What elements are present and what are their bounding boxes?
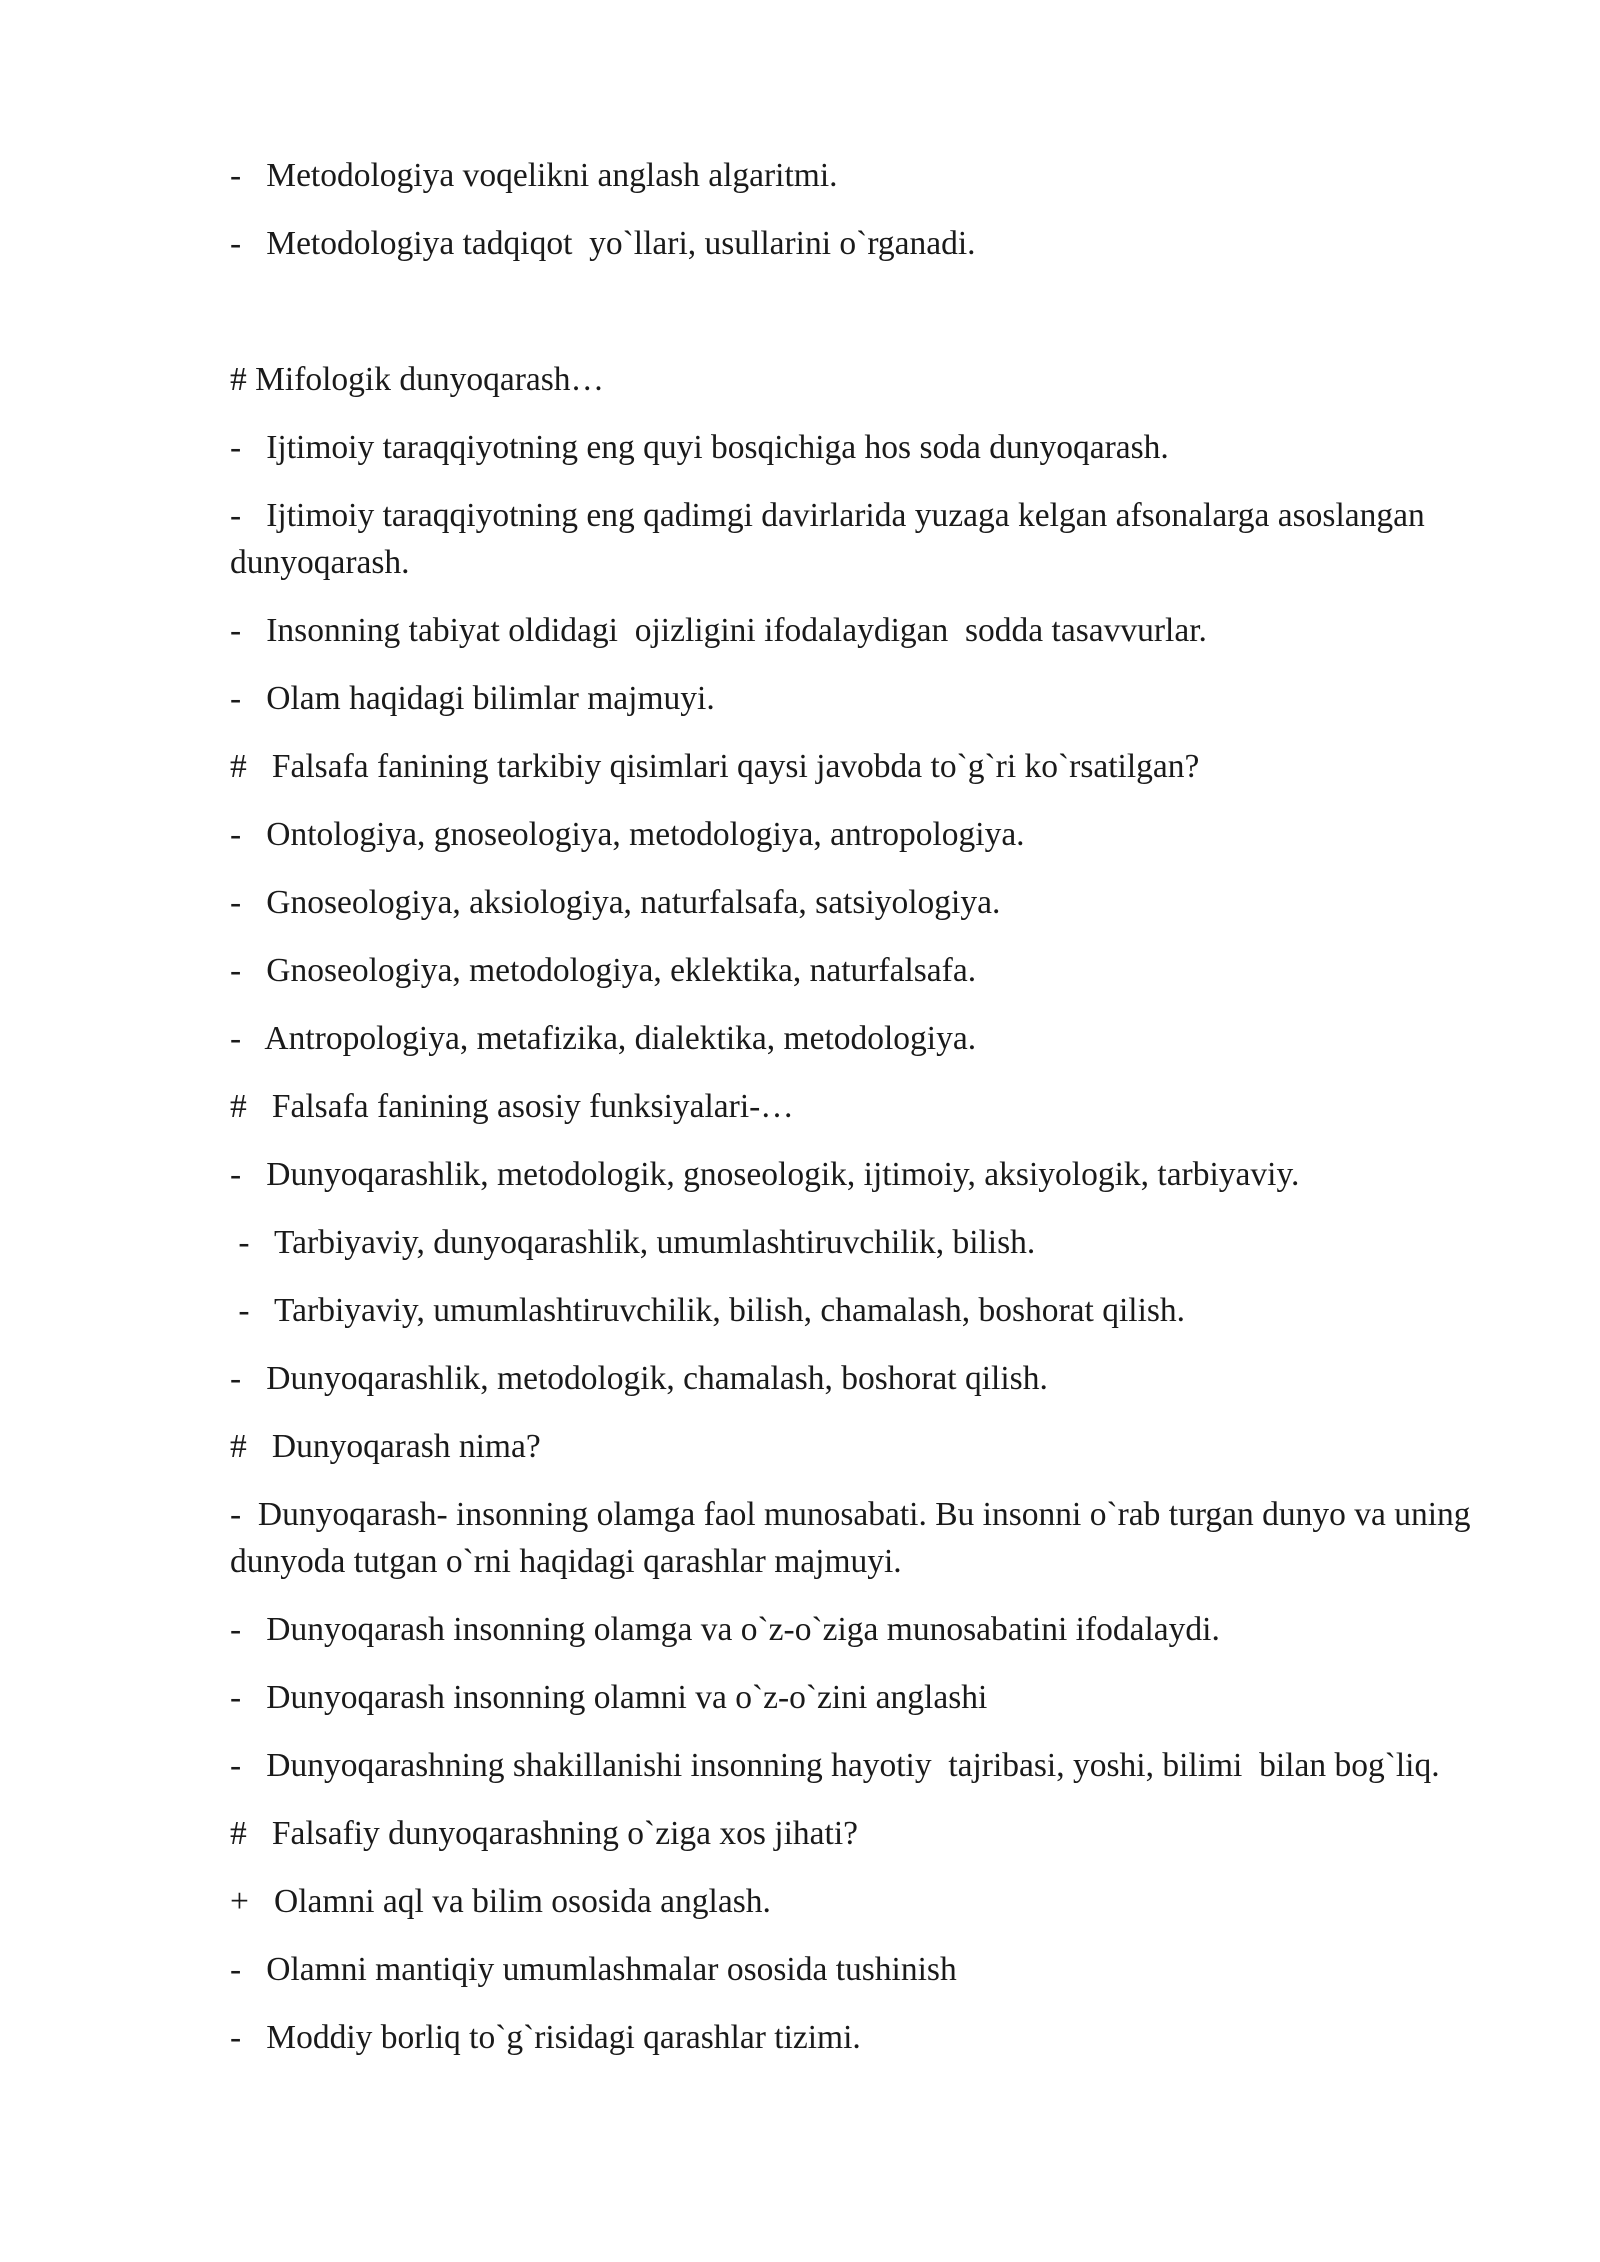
- question-line: # Falsafiy dunyoqarashning o`ziga xos jihati?: [230, 1815, 858, 1852]
- document-text: [230, 152, 1500, 2082]
- answer-option: - Dunyoqarashlik, metodologik, chamalash, boshorat qilish.: [230, 1360, 1048, 1397]
- answer-option: - Antropologiya, metafizika, dialektika, metodologiya.: [230, 1020, 977, 1057]
- answer-option: - Ijtimoiy taraqqiyotning eng qadimgi davirlarida yuzaga kelgan afsonalarga asoslangan dunyoqarash.: [230, 497, 1434, 581]
- answer-option: - Ijtimoiy taraqqiyotning eng quyi bosqichiga hos soda dunyoqarash.: [230, 429, 1169, 466]
- answer-option: - Metodologiya voqelikni anglash algaritmi.: [230, 157, 838, 194]
- answer-option: - Olamni mantiqiy umumlashmalar ososida tushinish: [230, 1951, 957, 1988]
- answer-option: - Dunyoqarash insonning olamga va o`z-o`ziga munosabatini ifodalaydi.: [230, 1611, 1220, 1648]
- answer-option: - Gnoseologiya, metodologiya, eklektika, naturfalsafa.: [230, 952, 977, 989]
- answer-option: - Metodologiya tadqiqot yo`llari, usullarini o`rganadi.: [230, 225, 976, 262]
- paragraph-gap: [230, 288, 1500, 356]
- question-line: # Mifologik dunyoqarash…: [230, 361, 605, 398]
- answer-option: - Dunyoqarashlik, metodologik, gnoseologik, ijtimoiy, aksiyologik, tarbiyaviy.: [230, 1156, 1300, 1193]
- question-line: # Falsafa fanining tarkibiy qisimlari qaysi javobda to`g`ri ko`rsatilgan?: [230, 748, 1200, 785]
- answer-option: - Olam haqidagi bilimlar majmuyi.: [230, 680, 715, 717]
- answer-option: - Moddiy borliq to`g`risidagi qarashlar tizimi.: [230, 2019, 861, 2056]
- answer-option: - Insonning tabiyat oldidagi ojizligini ifodalaydigan sodda tasavvurlar.: [230, 612, 1207, 649]
- answer-option: - Dunyoqarashning shakillanishi insonning hayotiy tajribasi, yoshi, bilimi bilan bog`liq.: [230, 1747, 1440, 1784]
- correct-answer-option: + Olamni aql va bilim ososida anglash.: [230, 1883, 771, 1920]
- answer-option: - Gnoseologiya, aksiologiya, naturfalsafa, satsiyologiya.: [230, 884, 1001, 921]
- answer-option: - Tarbiyaviy, dunyoqarashlik, umumlashtiruvchilik, bilish.: [230, 1224, 1036, 1261]
- answer-option: - Tarbiyaviy, umumlashtiruvchilik, bilish, chamalash, boshorat qilish.: [230, 1292, 1186, 1329]
- answer-option: - Dunyoqarash insonning olamni va o`z-o`zini anglashi: [230, 1679, 988, 1716]
- question-line: # Falsafa fanining asosiy funksiyalari-…: [230, 1088, 794, 1125]
- answer-option: - Dunyoqarash- insonning olamga faol munosabati. Bu insonni o`rab turgan dunyo va uning dunyoda tutgan o`rni haqidagi qarashlar majmuyi.: [230, 1496, 1479, 1580]
- answer-option: - Ontologiya, gnoseologiya, metodologiya, antropologiya.: [230, 816, 1025, 853]
- question-line: # Dunyoqarash nima?: [230, 1428, 541, 1465]
